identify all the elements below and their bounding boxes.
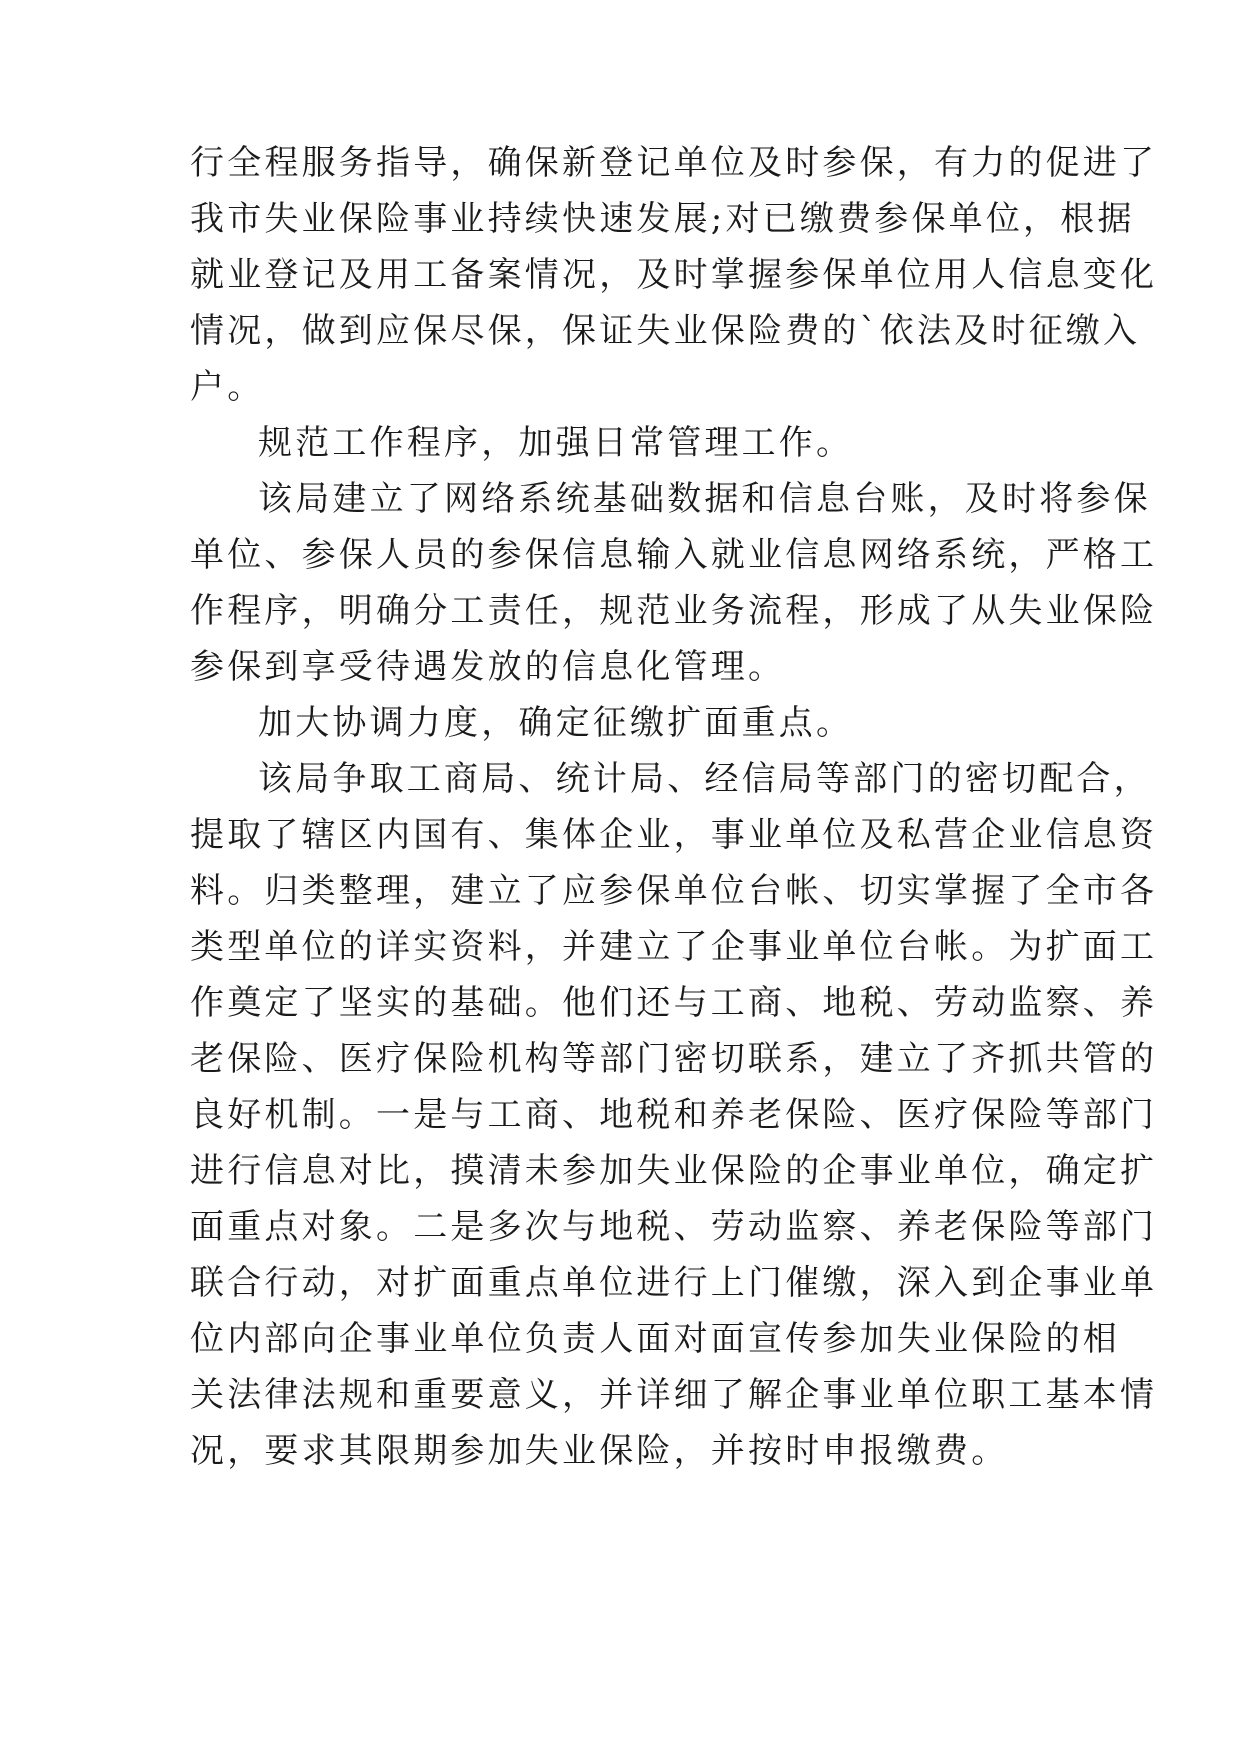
text-line: 进行信息对比，摸清未参加失业保险的企事业单位，确定扩 [190, 1151, 1158, 1191]
text-line: 参保到享受待遇发放的信息化管理。 [190, 647, 786, 687]
text-line: 该局争取工商局、统计局、经信局等部门的密切配合， [258, 759, 1151, 799]
text-line: 户。 [190, 367, 265, 407]
text-line: 关法律法规和重要意义，并详细了解企事业单位职工基本情 [190, 1375, 1158, 1415]
text-line: 联合行动，对扩面重点单位进行上门催缴，深入到企事业单 [190, 1263, 1158, 1303]
text-line: 行全程服务指导，确保新登记单位及时参保，有力的促进了 [190, 143, 1158, 183]
text-line: 就业登记及用工备案情况，及时掌握参保单位用人信息变化 [190, 255, 1158, 295]
text-line: 料。归类整理，建立了应参保单位台帐、切实掌握了全市各 [190, 871, 1158, 911]
text-line: 提取了辖区内国有、集体企业，事业单位及私营企业信息资 [190, 815, 1158, 855]
text-line: 作程序，明确分工责任，规范业务流程，形成了从失业保险 [190, 591, 1158, 631]
section-heading: 加大协调力度，确定征缴扩面重点。 [258, 703, 854, 743]
text-line: 老保险、医疗保险机构等部门密切联系，建立了齐抓共管的 [190, 1039, 1158, 1079]
text-line: 我市失业保险事业持续快速发展;对已缴费参保单位，根据 [190, 199, 1135, 239]
text-line: 情况，做到应保尽保，保证失业保险费的`依法及时征缴入 [190, 311, 1141, 351]
text-line: 面重点对象。二是多次与地税、劳动监察、养老保险等部门 [190, 1207, 1158, 1247]
text-line: 该局建立了网络系统基础数据和信息台账，及时将参保 [258, 479, 1151, 519]
text-line: 单位、参保人员的参保信息输入就业信息网络系统，严格工 [190, 535, 1158, 575]
section-heading: 规范工作程序，加强日常管理工作。 [258, 423, 854, 463]
text-line: 良好机制。一是与工商、地税和养老保险、医疗保险等部门 [190, 1095, 1158, 1135]
text-line: 类型单位的详实资料，并建立了企事业单位台帐。为扩面工 [190, 927, 1158, 967]
text-line: 位内部向企事业单位负责人面对面宣传参加失业保险的相 [190, 1319, 1120, 1359]
text-line: 况，要求其限期参加失业保险，并按时申报缴费。 [190, 1431, 1009, 1471]
text-line: 作奠定了坚实的基础。他们还与工商、地税、劳动监察、养 [190, 983, 1158, 1023]
